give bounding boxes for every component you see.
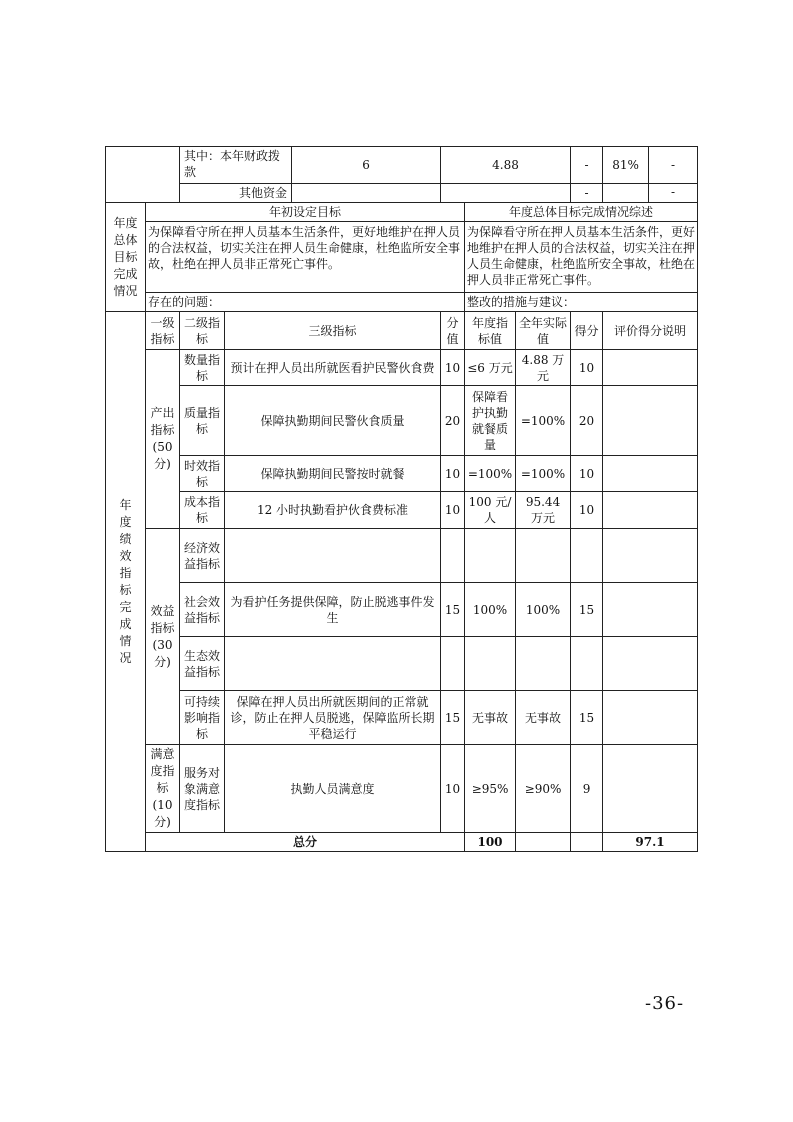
overall-problems-row <box>106 293 698 312</box>
score-cell: 10 <box>441 456 465 492</box>
score-cell: 20 <box>441 386 465 456</box>
level2-cell: 可持续影响指标 <box>180 691 225 745</box>
funds-other-c1: - <box>571 184 603 203</box>
level3-cell: 保障执勤期间民警按时就餐 <box>225 456 441 492</box>
target-cell: =100% <box>465 456 516 492</box>
actual-cell: =100% <box>516 456 571 492</box>
header-level2: 二级指标 <box>180 312 225 350</box>
actual-cell: 100% <box>516 583 571 637</box>
indicator-header-row <box>106 312 698 350</box>
funds-fiscal-c1: - <box>571 147 603 184</box>
level2-cell: 经济效益指标 <box>180 529 225 583</box>
total-got: 97.1 <box>603 833 698 852</box>
got-cell: 10 <box>571 456 603 492</box>
actual-cell: 4.88 万元 <box>516 350 571 386</box>
got-cell: 10 <box>571 492 603 529</box>
score-cell <box>441 529 465 583</box>
level2-cell: 质量指标 <box>180 386 225 456</box>
note-cell <box>603 637 698 691</box>
header-note: 评价得分说明 <box>603 312 698 350</box>
indicator-row <box>106 456 698 492</box>
goal-text: 为保障看守所在押人员基本生活条件，更好地维护在押人员的合法权益，切实关注在押人员生命健康，杜绝监所安全事故，杜绝在押人员非正常死亡事件。 <box>146 222 465 293</box>
got-cell <box>571 529 603 583</box>
indicator-row <box>106 745 698 833</box>
target-cell: 保障看护执勤就餐质量 <box>465 386 516 456</box>
indicators-section-label: 年度绩效指标完成情况 <box>106 312 146 852</box>
target-cell <box>465 529 516 583</box>
note-cell <box>603 350 698 386</box>
header-target: 年度指标值 <box>465 312 516 350</box>
goal-header: 年初设定目标 <box>146 203 465 222</box>
level2-cell: 生态效益指标 <box>180 637 225 691</box>
funds-fiscal-budget: 6 <box>362 158 370 172</box>
total-row <box>106 833 698 852</box>
target-cell: ≤6 万元 <box>465 350 516 386</box>
score-cell: 10 <box>441 745 465 833</box>
level3-cell: 为看护任务提供保障，防止脱逃事件发生 <box>225 583 441 637</box>
level2-cell: 服务对象满意度指标 <box>180 745 225 833</box>
actual-cell: 无事故 <box>516 691 571 745</box>
note-cell <box>603 583 698 637</box>
indicator-row <box>106 386 698 456</box>
funds-fiscal-actual: 4.88 <box>441 147 571 184</box>
target-cell: 100 元/人 <box>465 492 516 529</box>
indicator-row <box>106 637 698 691</box>
got-cell: 9 <box>571 745 603 833</box>
level3-cell: 12 小时执勤看护伙食费标准 <box>225 492 441 529</box>
funds-row-other <box>106 184 698 203</box>
level3-cell: 保障执勤期间民警伙食质量 <box>225 386 441 456</box>
level3-cell <box>225 529 441 583</box>
header-actual: 全年实际值 <box>516 312 571 350</box>
score-cell: 10 <box>441 492 465 529</box>
level3-cell: 保障在押人员出所就医期间的正常就诊，防止在押人员脱逃，保障监所长期平稳运行 <box>225 691 441 745</box>
actual-cell: ≥90% <box>516 745 571 833</box>
note-cell <box>603 745 698 833</box>
score-cell: 15 <box>441 691 465 745</box>
indicator-row <box>106 583 698 637</box>
level2-cell: 数量指标 <box>180 350 225 386</box>
funds-row-fiscal <box>106 147 698 184</box>
actual-cell: =100% <box>516 386 571 456</box>
got-cell: 15 <box>571 691 603 745</box>
note-cell <box>603 691 698 745</box>
score-cell: 10 <box>441 350 465 386</box>
performance-table-sheet <box>105 146 697 852</box>
note-cell <box>603 456 698 492</box>
satisfaction-group-label: 满意度指标(10分) <box>146 745 180 833</box>
funds-other-label: 其他资金 <box>180 184 292 202</box>
target-cell <box>465 637 516 691</box>
measures-label: 整改的措施与建议： <box>465 293 698 312</box>
got-cell: 15 <box>571 583 603 637</box>
level3-cell <box>225 637 441 691</box>
score-cell: 15 <box>441 583 465 637</box>
note-cell <box>603 386 698 456</box>
target-cell: 100% <box>465 583 516 637</box>
indicator-row <box>106 492 698 529</box>
header-score: 分值 <box>441 312 465 350</box>
actual-cell <box>516 529 571 583</box>
target-cell: 无事故 <box>465 691 516 745</box>
got-cell <box>571 637 603 691</box>
level2-cell: 时效指标 <box>180 456 225 492</box>
actual-cell: 95.44 万元 <box>516 492 571 529</box>
funds-fiscal-label: 其中：本年财政拨款 <box>180 147 292 183</box>
page-number: -36- <box>645 993 685 1014</box>
header-level3: 三级指标 <box>225 312 441 350</box>
funds-fiscal-rate: 81% <box>603 147 649 183</box>
total-score: 100 <box>465 833 516 852</box>
summary-header: 年度总体目标完成情况综述 <box>465 203 698 222</box>
indicator-row <box>106 350 698 386</box>
actual-cell <box>516 637 571 691</box>
funds-other-c2: - <box>671 185 676 199</box>
header-got: 得分 <box>571 312 603 350</box>
indicator-row <box>106 529 698 583</box>
got-cell: 10 <box>571 350 603 386</box>
note-cell <box>603 529 698 583</box>
benefit-group-label: 效益指标(30分) <box>146 529 180 745</box>
overall-header-row <box>106 203 698 222</box>
level3-cell: 执勤人员满意度 <box>225 745 441 833</box>
summary-text: 为保障看守所在押人员基本生活条件，更好地维护在押人员的合法权益，切实关注在押人员生命健康，杜绝监所安全事故，杜绝在押人员非正常死亡事件。 <box>465 222 698 293</box>
output-group-label: 产出指标(50分) <box>146 350 180 529</box>
overall-section-label: 年度总体目标完成情况 <box>106 203 146 312</box>
performance-table <box>105 146 698 852</box>
level2-cell: 成本指标 <box>180 492 225 529</box>
funds-fiscal-c2: - <box>671 158 676 172</box>
got-cell: 20 <box>571 386 603 456</box>
note-cell <box>603 492 698 529</box>
score-cell <box>441 637 465 691</box>
level2-cell: 社会效益指标 <box>180 583 225 637</box>
level3-cell: 预计在押人员出所就医看护民警伙食费 <box>225 350 441 386</box>
indicator-row <box>106 691 698 745</box>
target-cell: ≥95% <box>465 745 516 833</box>
header-level1: 一级指标 <box>146 312 180 350</box>
funds-blank-cell <box>106 147 180 203</box>
problems-label: 存在的问题： <box>146 293 465 312</box>
overall-text-row <box>106 222 698 293</box>
total-label: 总分 <box>146 833 465 852</box>
